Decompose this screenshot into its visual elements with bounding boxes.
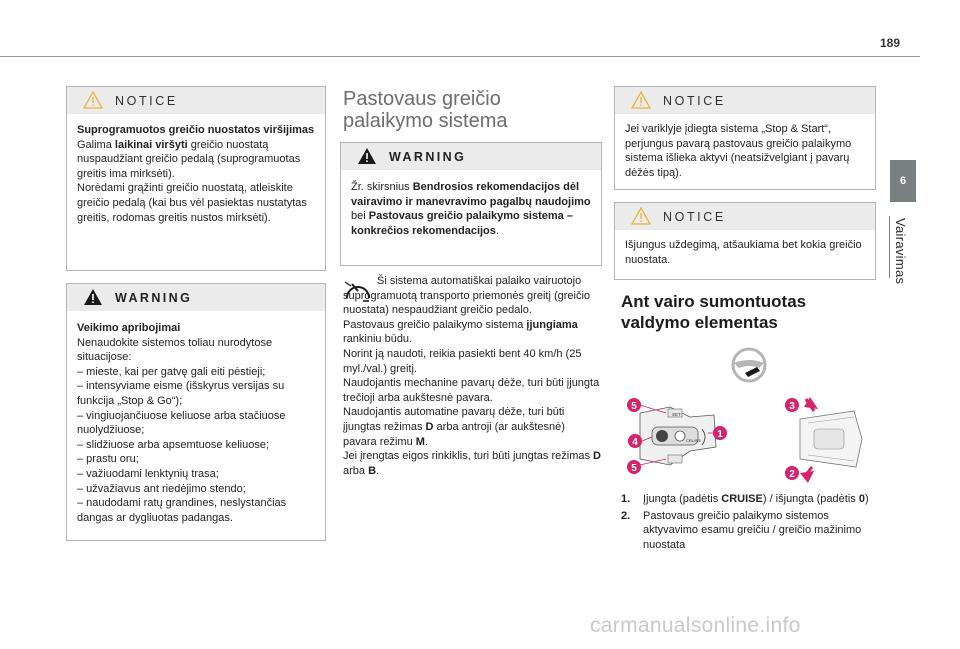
notice-header bbox=[615, 203, 875, 230]
callout-4 bbox=[628, 434, 642, 448]
svg-text:4: 4 bbox=[632, 437, 638, 448]
notice-title: Suprogramuotos greičio nuostatos viršijimas bbox=[77, 124, 315, 136]
watermark: carmanualsonline.info bbox=[590, 614, 801, 637]
notice-header bbox=[615, 87, 875, 114]
chapter-tab[interactable] bbox=[890, 160, 916, 202]
body-paragraph-4: Naudojantis mechanine pavarų dėže, turi būti įjungta trečioji arba aukštesnė pavara. bbox=[343, 377, 600, 404]
notice-box-stop-start bbox=[614, 86, 876, 190]
diagram-set-label: SET bbox=[672, 412, 681, 417]
svg-text:1: 1 bbox=[717, 429, 723, 440]
list-item-number: 1. bbox=[621, 493, 631, 505]
section-title: Pastovaus greičio palaikymo sistema bbox=[343, 88, 508, 132]
notice-box-overspeed bbox=[66, 86, 326, 271]
notice-box-ignition bbox=[614, 202, 876, 280]
warning-header bbox=[341, 143, 601, 170]
notice-heading: NOTICE bbox=[663, 209, 726, 224]
warning-text: Žr. skirsnius Bendrosios rekomendacijos dėl vairavimo ir manevravimo pagalbų naudojimo bei Pastovaus greičio palaikymo sistema – konkrečios rekomendacijos. bbox=[351, 181, 591, 237]
notice-warning-triangle-icon bbox=[83, 91, 103, 109]
notice-paragraph-2: Norėdami grąžinti greičio nuostatą, atleiskite greičio pedalą (kai bus vėl pasiektas nustatytas greitis, rodomas greitis nustos mirksėti). bbox=[77, 182, 307, 224]
chapter-number: 6 bbox=[899, 175, 907, 187]
warning-heading: WARNING bbox=[115, 290, 193, 305]
stalk-right-view bbox=[800, 397, 862, 483]
warning-heading: WARNING bbox=[389, 149, 467, 164]
page-number: 189 bbox=[880, 36, 901, 50]
notice-text: Jei variklyje įdiegta sistema „Stop & Start“, perjungus pavarą pastovaus greičio palaikymo sistema išlieka aktyvi (neatsižvelgiant į pavarų dėžės tipą). bbox=[625, 123, 852, 179]
warning-triangle-icon bbox=[357, 147, 377, 165]
warning-item: – užvažiavus ant riedėjimo stendo; bbox=[77, 482, 246, 495]
warning-item: – važiuodami lenktynių trasa; bbox=[77, 467, 219, 480]
chapter-title: Vairavimas bbox=[893, 218, 908, 285]
list-item bbox=[621, 509, 877, 553]
notice-paragraph-1: Galima laikinai viršyti greičio nuostatą nuspaudžiant greičio pedalą (suprogramuotas greitis ima mirksėti). bbox=[77, 138, 301, 180]
callout-2 bbox=[785, 466, 799, 480]
warning-item: – mieste, kai per gatvę gali eiti pėstieji; bbox=[77, 365, 266, 378]
body-paragraph-5: Naudojantis automatine pavarų dėže, turi būti įjungtas režimas D arba antroji (ar aukštesnė) pavara režimu M. bbox=[343, 406, 565, 448]
warning-triangle-icon bbox=[83, 288, 103, 306]
list-item-text: Pastovaus greičio palaikymo sistemos aktyvavimo esamu greičiu / greičio mažinimo nuostata bbox=[643, 509, 862, 551]
warning-item: – intensyviame eisme (išskyrus versijas su funkcija „Stop & Go“); bbox=[77, 380, 285, 407]
body-paragraph-3: Norint ją naudoti, reikia pasiekti bent 40 km/h (25 myl./val.) greitį. bbox=[343, 347, 582, 375]
body-paragraph-6: Jei įrengtas eigos rinkiklis, turi būti jungtas režimas D arba B. bbox=[343, 450, 601, 477]
steering-wheel-icon bbox=[731, 347, 767, 383]
body-paragraph-2: Pastovaus greičio palaikymo sistema įjungiama rankiniu būdu. bbox=[343, 318, 578, 346]
notice-heading: NOTICE bbox=[115, 93, 178, 108]
list-item bbox=[621, 492, 877, 507]
cruise-stalk-diagram bbox=[618, 393, 876, 483]
notice-warning-triangle-icon bbox=[631, 207, 651, 225]
warning-box-recommendations bbox=[340, 142, 602, 266]
header-rule bbox=[0, 56, 920, 57]
list-item-text: Įjungta (padėtis CRUISE) / išjungta (padėtis 0) bbox=[643, 493, 869, 505]
controls-subtitle: Ant vairo sumontuotas valdymo elementas bbox=[621, 292, 807, 332]
cruise-body-text bbox=[343, 274, 601, 478]
chapter-tab-line bbox=[889, 216, 890, 278]
diagram-cruise-label: CRUISE bbox=[686, 438, 702, 443]
svg-text:5: 5 bbox=[631, 463, 637, 474]
callout-1 bbox=[713, 426, 727, 440]
warning-title: Veikimo apribojimai bbox=[77, 322, 181, 334]
svg-text:3: 3 bbox=[789, 401, 795, 412]
list-item-number: 2. bbox=[621, 509, 631, 522]
notice-header bbox=[67, 87, 325, 114]
callout-5-bottom bbox=[627, 460, 641, 474]
body-paragraph-1: Ši sistema automatiškai palaiko vairuotojo suprogramuotą transporto priemonės greitį (greičio nuostata) nespaudžiant greičio pedalo. bbox=[343, 275, 591, 317]
warning-intro: Nenaudokite sistemos toliau nurodytose situacijose: bbox=[77, 336, 273, 364]
warning-item: – prastu oru; bbox=[77, 453, 139, 466]
callout-3 bbox=[785, 398, 799, 412]
controls-list bbox=[621, 492, 877, 554]
warning-item: – slidžiuose arba apsemtuose keliuose; bbox=[77, 438, 270, 451]
notice-text: Išjungus uždegimą, atšaukiama bet kokia greičio nuostata. bbox=[625, 239, 862, 266]
warning-item: – naudodami ratų grandines, neslystančias dangas ar dygliuotas padangas. bbox=[77, 497, 287, 524]
warning-box-limitations bbox=[66, 283, 326, 541]
warning-item: – vingiuojančiuose keliuose arba stačiuose nuolydžiuose; bbox=[77, 409, 286, 437]
svg-text:5: 5 bbox=[631, 401, 637, 412]
callout-5-top bbox=[627, 398, 641, 412]
warning-header bbox=[67, 284, 325, 311]
notice-warning-triangle-icon bbox=[631, 91, 651, 109]
svg-text:2: 2 bbox=[789, 469, 795, 480]
notice-heading: NOTICE bbox=[663, 93, 726, 108]
